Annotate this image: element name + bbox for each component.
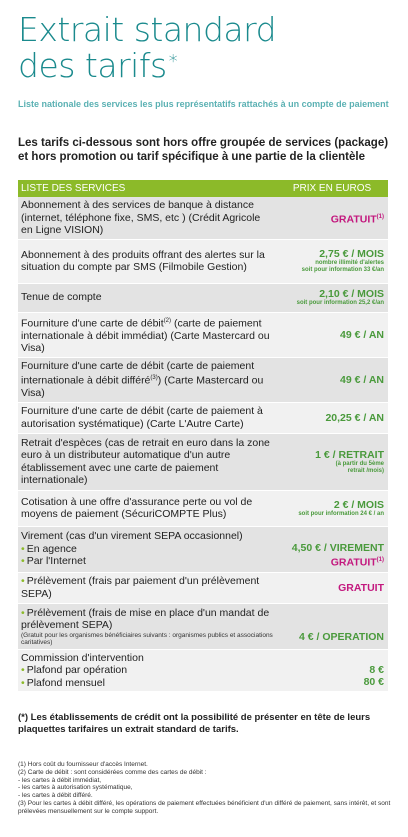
- table-row: [18, 402, 388, 433]
- price-cell: [276, 603, 388, 649]
- service-note: (Gratuit pour les organismes bénéficiaires suivants : organismes publics et associations caritatives): [21, 631, 273, 646]
- bullet-icon: •: [21, 664, 25, 676]
- footnote: (2) Carte de débit : sont considérées comme des cartes de débit :: [18, 768, 207, 776]
- title-line-2: des tarifs: [18, 46, 167, 85]
- price-value: 2,10 € / MOIS: [319, 288, 384, 300]
- price-footnote-ref: (1): [376, 213, 384, 220]
- service-text: (carte de paiement internationale à débit immédiat) (Carte Mastercard ou Visa): [21, 317, 270, 354]
- service-text: [21, 607, 269, 632]
- service-cell: Retrait d'espèces (cas de retrait en euro dans la zone euro à un distributeur automatique d'un autre établissement avec une carte de paiement internationale): [18, 433, 276, 490]
- service-footnote-ref: (3): [150, 375, 158, 381]
- price-value: [278, 554, 384, 569]
- price-note: soit pour information 24 € / an: [298, 510, 384, 517]
- price-value: 4 € / OPERATION: [299, 630, 384, 643]
- table-row: [18, 649, 388, 692]
- service-cell: [18, 357, 276, 402]
- table-row: [18, 239, 388, 283]
- price-cell: 49 € / AN: [276, 312, 388, 357]
- table-row: [18, 603, 388, 649]
- footnote: - les cartes à débit différé.: [18, 792, 93, 800]
- price-cell: [276, 526, 388, 572]
- service-cell: Cotisation à une offre d'assurance perte ou vol de moyens de paiement (SécuriCOMPTE Plus): [18, 490, 276, 526]
- service-cell: [18, 649, 276, 692]
- sub-item-label: Plafond mensuel: [26, 676, 105, 689]
- table-row: [18, 283, 388, 312]
- service-title: Virement (cas d'un virement SEPA occasionnel): [21, 530, 243, 543]
- price-note: soit pour information 25,2 €/an: [296, 300, 384, 306]
- title-line-1: Extrait standard: [18, 10, 277, 49]
- service-cell: [18, 526, 276, 572]
- price-value: 80 €: [363, 676, 384, 689]
- service-footnote-ref: (2): [163, 317, 172, 324]
- price-value: 2,75 € / MOIS: [319, 248, 384, 260]
- bullet-icon: •: [21, 676, 25, 689]
- footnote: - les cartes à débit immédiat,: [18, 776, 102, 784]
- service-cell: Tenue de compte: [18, 283, 276, 312]
- price-value: 4,50 € / VIREMENT: [291, 541, 384, 554]
- footnote: (1) Hors coût du fournisseur d'accès Internet.: [18, 761, 148, 768]
- price-note: soit pour information 33 €/an: [301, 267, 384, 273]
- table-row: [18, 490, 388, 526]
- price-note: nombre illimité d'alertes: [315, 260, 384, 266]
- table-row: [18, 572, 388, 603]
- service-cell: Fourniture d'une carte de débit (carte de paiement à autorisation systématique) (Carte L'Autre Carte): [18, 402, 276, 433]
- asterisk-note: (*) Les établissements de crédit ont la possibilité de présenter en tête de leurs plaquettes tarifaires un extrait standard de tarifs.: [18, 712, 371, 735]
- sub-item: [21, 543, 273, 556]
- intro-text: Les tarifs ci-dessous sont hors offre groupée de services (package) et hors promotion ou tarif spécifique à une partie de la clientèle: [18, 137, 389, 163]
- service-cell: [18, 603, 276, 649]
- table-row: [18, 197, 388, 239]
- footnote: - les cartes à autorisation systématique,: [18, 784, 133, 792]
- price-value: 1 € / RETRAIT: [315, 448, 384, 461]
- bullet-icon: •: [21, 555, 25, 568]
- price-cell: 20,25 € / AN: [276, 402, 388, 433]
- page-title: [18, 12, 398, 84]
- price-footnote-ref: (1): [376, 556, 384, 563]
- service-text: Fourniture d'une carte de débit: [21, 317, 164, 329]
- price-cell: [276, 283, 388, 312]
- service-cell: [18, 312, 276, 357]
- price-cell: [276, 649, 388, 692]
- bullet-icon: •: [21, 542, 25, 555]
- price-cell: [276, 197, 388, 239]
- subtitle: Liste nationale des services les plus représentatifs rattachés à un compte de paiement: [18, 99, 389, 109]
- sub-item: [21, 677, 273, 690]
- sub-item: [21, 664, 273, 677]
- service-title: Commission d'intervention: [21, 651, 144, 664]
- bullet-icon: •: [21, 575, 25, 587]
- price-value: GRATUIT: [330, 213, 377, 225]
- table-row: [18, 312, 388, 357]
- price-value-text: GRATUIT: [330, 556, 377, 569]
- service-text-label: Prélèvement (frais de mise en place d'un mandat de prélèvement SEPA): [21, 606, 270, 631]
- table-row: [18, 526, 388, 572]
- price-cell: [276, 433, 388, 490]
- table-header-row: [18, 180, 388, 197]
- sub-item: [21, 555, 273, 568]
- footnotes: [18, 761, 396, 816]
- service-cell: [18, 572, 276, 603]
- price-cell: GRATUIT: [276, 572, 388, 603]
- service-text: Fourniture d'une carte de débit (carte de paiement internationale à débit différé: [21, 359, 255, 387]
- service-cell: Abonnement à des produits offrant des alertes sur la situation du compte par SMS (Filmobile Gestion): [18, 239, 276, 283]
- table-row: [18, 357, 388, 402]
- title-asterisk: *: [168, 51, 178, 72]
- bullet-icon: •: [21, 606, 25, 619]
- column-header-services: LISTE DES SERVICES: [18, 180, 276, 197]
- service-text: Prélèvement (frais par paiement d'un prélèvement SEPA): [21, 575, 260, 600]
- service-cell: Abonnement à des services de banque à distance (internet, téléphone fixe, SMS, etc ) (Crédit Agricole en Ligne VISION): [18, 197, 276, 239]
- price-note: retrait /mois): [347, 467, 384, 474]
- sub-item-label: Par l'Internet: [26, 555, 86, 568]
- table-row: [18, 433, 388, 490]
- column-header-price: PRIX EN EUROS: [276, 180, 388, 197]
- price-cell: [276, 490, 388, 526]
- price-note: (à partir du 5ème: [335, 460, 384, 467]
- service-text: ) (Carte Mastercard ou Visa): [21, 374, 264, 399]
- price-value: 8 €: [369, 664, 384, 677]
- price-value: 2 € / MOIS: [333, 498, 384, 511]
- tariff-table: [18, 180, 388, 692]
- price-cell: [276, 239, 388, 283]
- price-cell: 49 € / AN: [276, 357, 388, 402]
- footnote: (3) Pour les cartes à débit différé, les opérations de paiement effectuées bénéficient d'un différé de paiement, sans intérêt, et sont prélevées mensuellement sur le compte support.: [18, 799, 391, 815]
- sub-item-label: Plafond par opération: [26, 664, 128, 676]
- sub-item-label: En agence: [26, 542, 77, 555]
